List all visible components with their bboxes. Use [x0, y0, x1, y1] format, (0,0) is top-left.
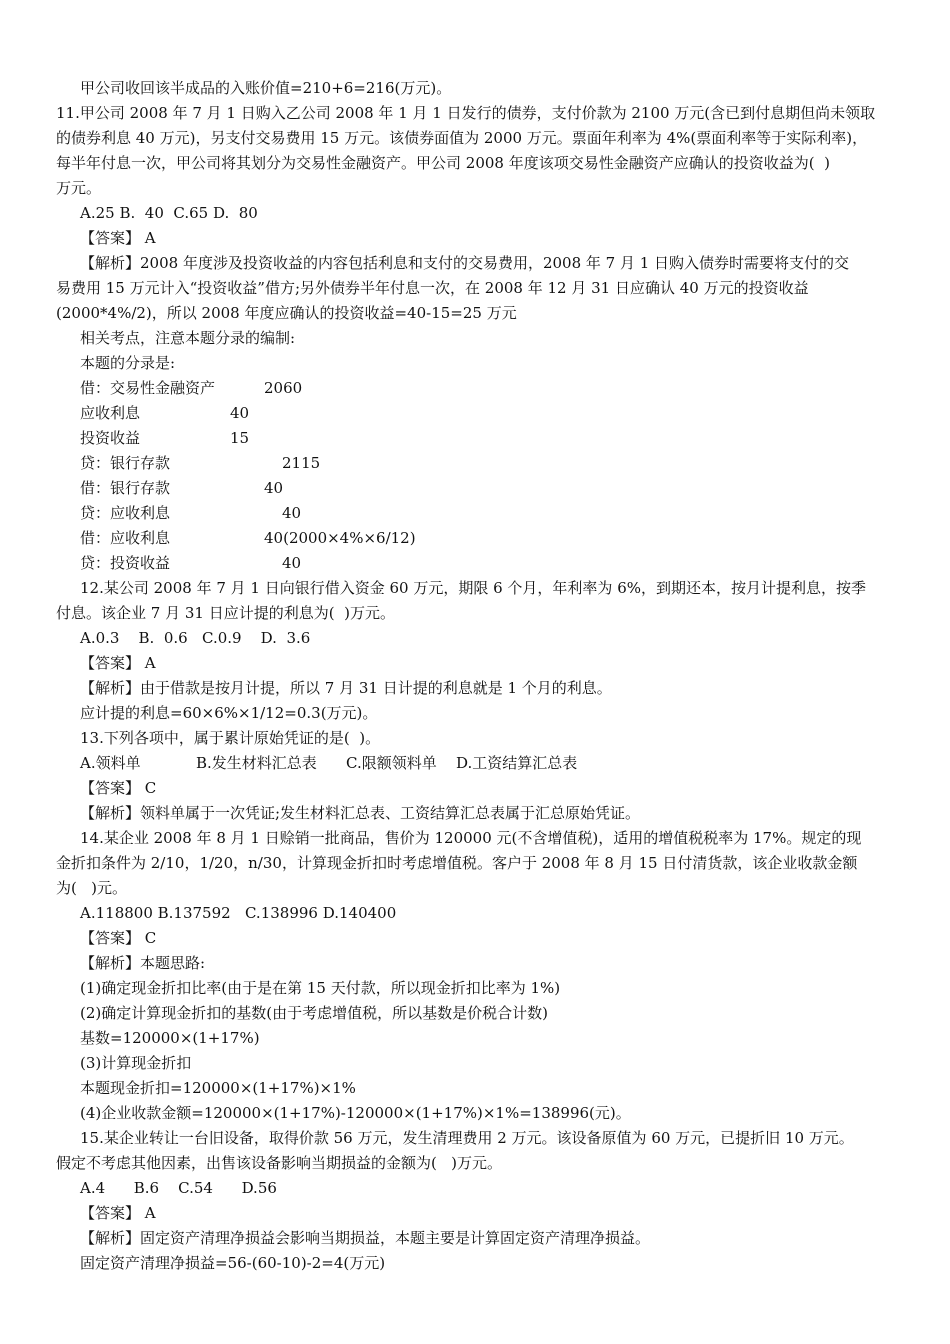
text-line: (1)确定现金折扣比率(由于是在第 15 天付款，所以现金折扣比率为 1%)	[80, 979, 561, 997]
journal-entry-amount: 2115	[282, 454, 321, 472]
answer-line: 【答案】 A	[80, 654, 156, 672]
journal-entry-label: 应收利息	[80, 404, 141, 422]
answer-option-b: B.发生材料汇总表	[196, 754, 317, 772]
journal-entry-amount: 40	[264, 479, 284, 497]
question-11: 11.甲公司 2008 年 7 月 1 日购入乙公司 2008 年 1 月 1 日发行的债券，支付价款为 2100 万元(含已到付息期但尚未领取	[56, 104, 876, 122]
journal-entry-amount: 40	[282, 554, 302, 572]
text-line: 每半年付息一次，甲公司将其划分为交易性金融资产。甲公司 2008 年度该项交易性金融资产应确认的投资收益为( )	[56, 154, 830, 172]
text-line: 万元。	[56, 179, 102, 197]
journal-entry-label: 借：应收利息	[80, 529, 171, 547]
text-line: 易费用 15 万元计入“投资收益”借方;另外债券半年付息一次，在 2008 年 12 月 31 日应确认 40 万元的投资收益	[56, 279, 809, 297]
analysis-line: 【解析】固定资产清理净损益会影响当期损益，本题主要是计算固定资产清理净损益。	[80, 1229, 651, 1247]
journal-entry-label: 贷：应收利息	[80, 504, 171, 522]
text-line: 应计提的利息=60×6%×1/12=0.3(万元)。	[80, 704, 378, 722]
text-line: (2000*4%/2)，所以 2008 年度应确认的投资收益=40-15=25 万元	[56, 304, 517, 322]
answer-line: 【答案】 C	[80, 779, 157, 797]
answer-option-d: D.工资结算汇总表	[456, 754, 578, 772]
text-line: (3)计算现金折扣	[80, 1054, 192, 1072]
journal-entry-amount: 40(2000×4%×6/12)	[264, 529, 416, 547]
journal-entry-amount: 40	[230, 404, 250, 422]
question-13: 13.下列各项中，属于累计原始凭证的是( )。	[80, 729, 381, 747]
analysis-line: 【解析】领料单属于一次凭证;发生材料汇总表、工资结算汇总表属于汇总原始凭证。	[80, 804, 641, 822]
question-15: 15.某企业转让一台旧设备，取得价款 56 万元，发生清理费用 2 万元。该设备原值为 60 万元，已提折旧 10 万元。	[80, 1129, 854, 1147]
text-line: 假定不考虑其他因素，出售该设备影响当期损益的金额为( )万元。	[56, 1154, 503, 1172]
answer-line: 【答案】 A	[80, 1204, 156, 1222]
answer-options: A.118800 B.137592 C.138996 D.140400	[80, 904, 397, 922]
text-line: 为( )元。	[56, 879, 128, 897]
journal-entry-label: 借：银行存款	[80, 479, 171, 497]
journal-entry-amount: 40	[282, 504, 302, 522]
analysis-line: 【解析】本题思路:	[80, 954, 206, 972]
text-line: 固定资产清理净损益=56-(60-10)-2=4(万元)	[80, 1254, 386, 1272]
question-12: 12.某公司 2008 年 7 月 1 日向银行借入资金 60 万元，期限 6 个月，年利率为 6%，到期还本，按月计提利息，按季	[80, 579, 866, 597]
analysis-line: 【解析】2008 年度涉及投资收益的内容包括利息和支付的交易费用，2008 年 7 月 1 日购入债券时需要将支付的交	[80, 254, 850, 272]
answer-option-a: A.领料单	[80, 754, 141, 772]
journal-entry-amount: 2060	[264, 379, 303, 397]
text-line: 甲公司收回该半成品的入账价值=210+6=216(万元)。	[80, 79, 452, 97]
answer-option-c: C.限额领料单	[346, 754, 437, 772]
answer-options: A.0.3 B. 0.6 C.0.9 D. 3.6	[80, 629, 311, 647]
answer-line: 【答案】 A	[80, 229, 156, 247]
text-line: 基数=120000×(1+17%)	[80, 1029, 260, 1047]
text-line: 金折扣条件为 2/10，1/20，n/30，计算现金折扣时考虑增值税。客户于 2008 年 8 月 15 日付清货款，该企业收款金额	[56, 854, 858, 872]
journal-entry-label: 贷：投资收益	[80, 554, 171, 572]
answer-options: A.25 B. 40 C.65 D. 80	[80, 204, 258, 222]
answer-options: A.4 B.6 C.54 D.56	[80, 1179, 277, 1197]
text-line: (4)企业收款金额=120000×(1+17%)-120000×(1+17%)×1%=138996(元)。	[80, 1104, 631, 1122]
text-line: 本题的分录是:	[80, 354, 176, 372]
text-line: 的债券利息 40 万元)，另支付交易费用 15 万元。该债券面值为 2000 万元。票面年利率为 4%(票面利率等于实际利率)，	[56, 129, 868, 147]
analysis-line: 【解析】由于借款是按月计提，所以 7 月 31 日计提的利息就是 1 个月的利息。	[80, 679, 612, 697]
journal-entry-amount: 15	[230, 429, 250, 447]
journal-entry-label: 借：交易性金融资产	[80, 379, 216, 397]
journal-entry-label: 贷：银行存款	[80, 454, 171, 472]
text-line: (2)确定计算现金折扣的基数(由于考虑增值税，所以基数是价税合计数)	[80, 1004, 548, 1022]
journal-entry-label: 投资收益	[80, 429, 141, 447]
text-line: 本题现金折扣=120000×(1+17%)×1%	[80, 1079, 356, 1097]
answer-line: 【答案】 C	[80, 929, 157, 947]
text-line: 付息。该企业 7 月 31 日应计提的利息为( )万元。	[56, 604, 395, 622]
text-line: 相关考点，注意本题分录的编制:	[80, 329, 296, 347]
question-14: 14.某企业 2008 年 8 月 1 日赊销一批商品，售价为 120000 元(不含增值税)，适用的增值税税率为 17%。规定的现	[80, 829, 862, 847]
